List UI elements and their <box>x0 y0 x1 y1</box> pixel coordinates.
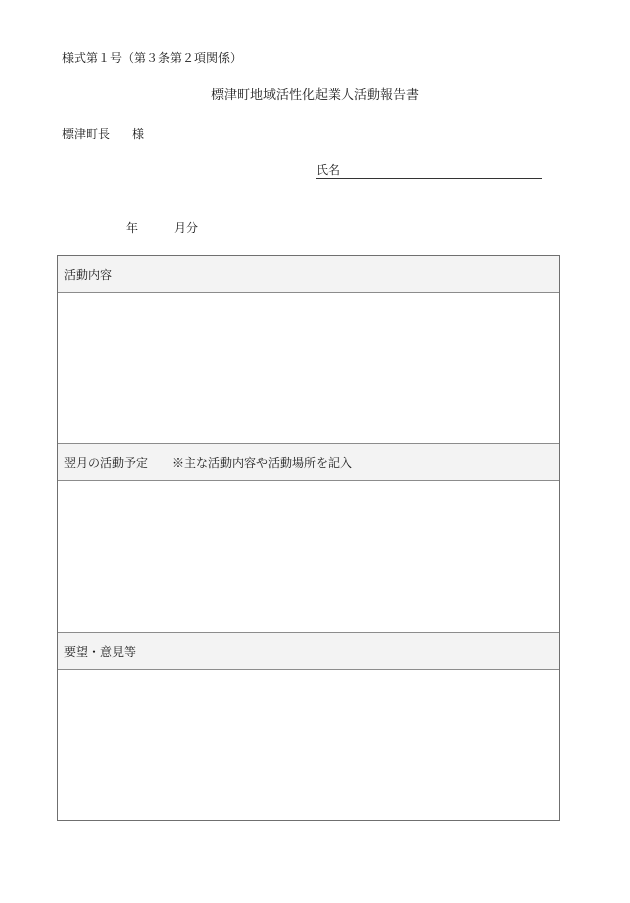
section-header-requests <box>58 633 559 670</box>
section-header-activity <box>58 256 559 293</box>
addressee-honorific: 様 <box>132 127 145 141</box>
name-label: 氏名 <box>316 163 341 177</box>
section-body-next-month[interactable] <box>58 481 559 633</box>
section-body-requests[interactable] <box>58 670 559 820</box>
document-title: 標津町地域活性化起業人活動報告書 <box>210 88 419 103</box>
section-note-next-month: ※主な活動内容や活動場所を記入 <box>172 456 353 470</box>
section-header-next-month <box>58 444 559 481</box>
section-body-activity[interactable] <box>58 293 559 444</box>
report-table <box>57 255 560 821</box>
name-field[interactable] <box>316 162 542 179</box>
section-label-requests: 要望・意見等 <box>64 645 137 659</box>
section-label-next-month-text: 翌月の活動予定 <box>64 456 149 470</box>
section-label-activity: 活動内容 <box>64 268 113 282</box>
addressee-name: 標津町長 <box>62 127 111 141</box>
month-label: 月分 <box>174 221 199 235</box>
addressee <box>62 126 144 142</box>
year-label: 年 <box>126 221 139 235</box>
report-period <box>126 220 198 236</box>
form-number: 様式第１号（第３条第２項関係） <box>62 51 243 65</box>
section-label-next-month <box>64 455 352 471</box>
